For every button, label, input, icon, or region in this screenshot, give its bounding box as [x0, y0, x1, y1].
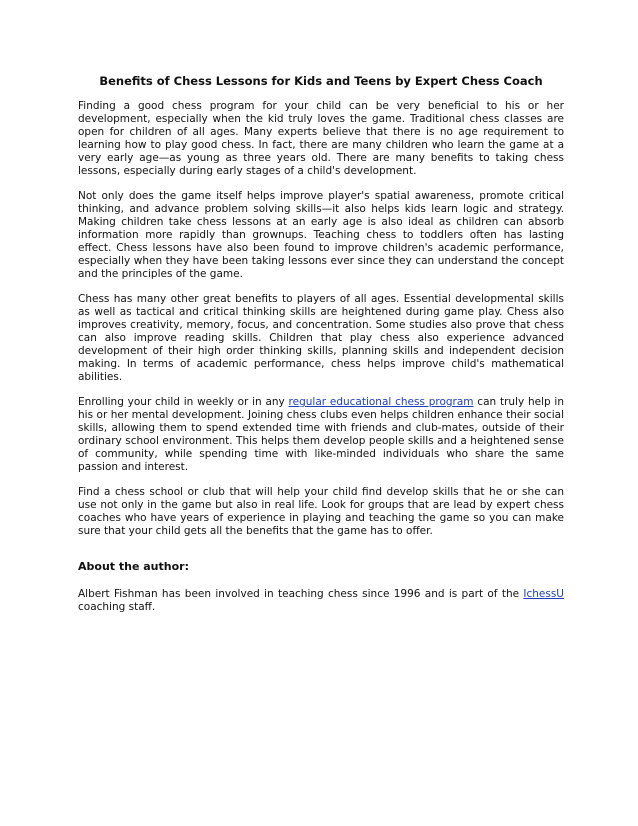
paragraph-4: [78, 396, 564, 474]
document-page: [78, 74, 564, 626]
author-heading: About the author:: [78, 560, 189, 573]
paragraph-2: Not only does the game itself helps improve player's spatial awareness, promote critical thinking, and advance problem solving skills—it also helps kids learn logic and strategy. Making children take chess lessons at an early age is also ideal as children can absorb information more rapidly than grownups. Teaching chess to toddlers often has lasting effect. Chess lessons have also been found to improve children's academic performance, especially when they have been taking lessons ever since they can understand the concept and the principles of the game.: [78, 190, 564, 280]
chess-program-link[interactable]: regular educational chess program: [288, 396, 474, 408]
ichessu-link[interactable]: IchessU: [523, 588, 564, 600]
page-title: Benefits of Chess Lessons for Kids and Teens by Expert Chess Coach: [99, 74, 543, 88]
paragraph-4-text-before: Enrolling your child in weekly or in any: [78, 396, 289, 408]
paragraph-4-text-after: can truly help in his or her mental development. Joining chess clubs even helps children enhance their social skills, allowing them to spend extended time with friends and club-mates, outside of their ordinary school environment. This helps them develop people skills and a heightened sense of community, while spending time with like-minded individuals who share the same passion and interest.: [78, 396, 564, 473]
author-bio: [78, 588, 564, 614]
author-bio-text-before: Albert Fishman has been involved in teaching chess since 1996 and is part of the: [78, 588, 524, 600]
paragraph-5: Find a chess school or club that will help your child find develop skills that he or she can use not only in the game but also in real life. Look for groups that are lead by expert chess coaches who have years of experience in playing and teaching the game so you can make sure that your child gets all the benefits that the game has to offer.: [78, 486, 564, 537]
paragraph-3: Chess has many other great benefits to players of all ages. Essential developmental skills as well as tactical and critical thinking skills are heightened during game play. Chess also improves creativity, memory, focus, and concentration. Some studies also prove that chess can also improve reading skills. Children that play chess also experience advanced development of their high order thinking skills, planning skills and independent decision making. In terms of academic performance, chess helps improve child's mathematical abilities.: [78, 293, 564, 383]
paragraph-1: Finding a good chess program for your child can be very beneficial to his or her development, especially when the kid truly loves the game. Traditional chess classes are open for children of all ages. Many experts believe that there is no age requirement to learning how to play good chess. In fact, there are many children who learn the game at a very early age—as young as three years old. There are many benefits to taking chess lessons, especially during early stages of a child's development.: [78, 100, 564, 177]
author-bio-text-after: coaching staff.: [78, 601, 156, 613]
